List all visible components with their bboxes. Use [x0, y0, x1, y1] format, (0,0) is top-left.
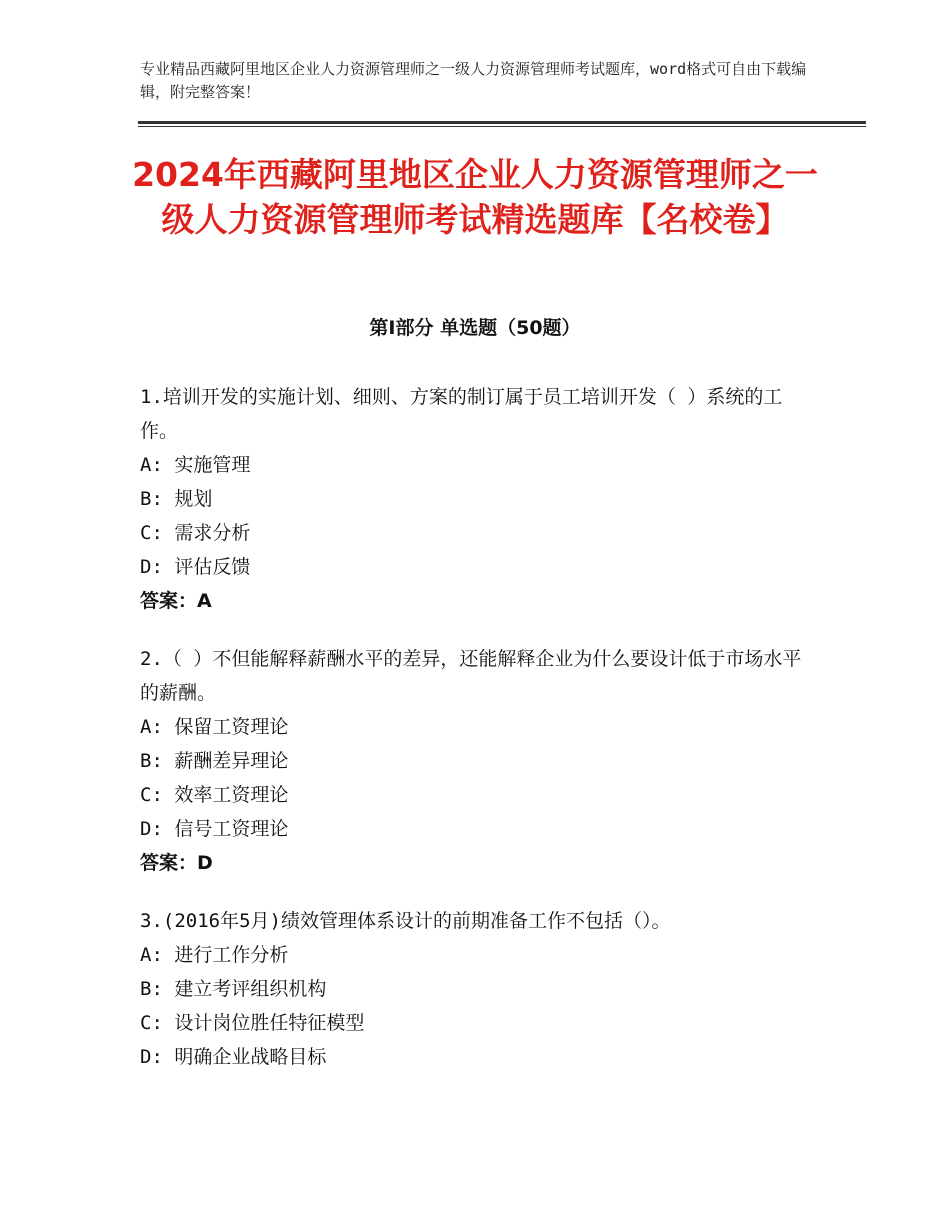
answer-line: 答案：A — [140, 590, 212, 612]
question-stem: 2.（ ）不但能解释薪酬水平的差异，还能解释企业为什么要设计低于市场水平的薪酬。 — [140, 648, 802, 704]
question-1 — [140, 380, 815, 618]
header-rule-thick — [138, 121, 866, 124]
section-title: 第Ⅰ部分 单选题（50题） — [369, 317, 581, 339]
question-2 — [140, 642, 815, 880]
question-list — [140, 380, 815, 1098]
document-title: 2024年西藏阿里地区企业人力资源管理师之一级人力资源管理师考试精选题库【名校卷】 — [132, 155, 818, 239]
option-b: B: 建立考评组织机构 — [140, 978, 327, 1000]
option-a: A: 保留工资理论 — [140, 716, 289, 738]
option-d: D: 信号工资理论 — [140, 818, 289, 840]
question-3 — [140, 904, 815, 1074]
header-note: 专业精品西藏阿里地区企业人力资源管理师之一级人力资源管理师考试题库，word格式可自由下载编辑，附完整答案！ — [140, 60, 807, 101]
option-d: D: 评估反馈 — [140, 556, 251, 578]
option-c: C: 设计岗位胜任特征模型 — [140, 1012, 365, 1034]
option-a: A: 实施管理 — [140, 454, 251, 476]
option-a: A: 进行工作分析 — [140, 944, 289, 966]
option-c: C: 效率工资理论 — [140, 784, 289, 806]
option-b: B: 规划 — [140, 488, 213, 510]
question-stem: 3.(2016年5月)绩效管理体系设计的前期准备工作不包括（）。 — [140, 910, 671, 932]
option-b: B: 薪酬差异理论 — [140, 750, 289, 772]
option-c: C: 需求分析 — [140, 522, 251, 544]
answer-line: 答案：D — [140, 852, 213, 874]
option-d: D: 明确企业战略目标 — [140, 1046, 327, 1068]
question-stem: 1.培训开发的实施计划、细则、方案的制订属于员工培训开发（ ）系统的工作。 — [140, 386, 783, 442]
header-rule-thin — [138, 126, 866, 127]
